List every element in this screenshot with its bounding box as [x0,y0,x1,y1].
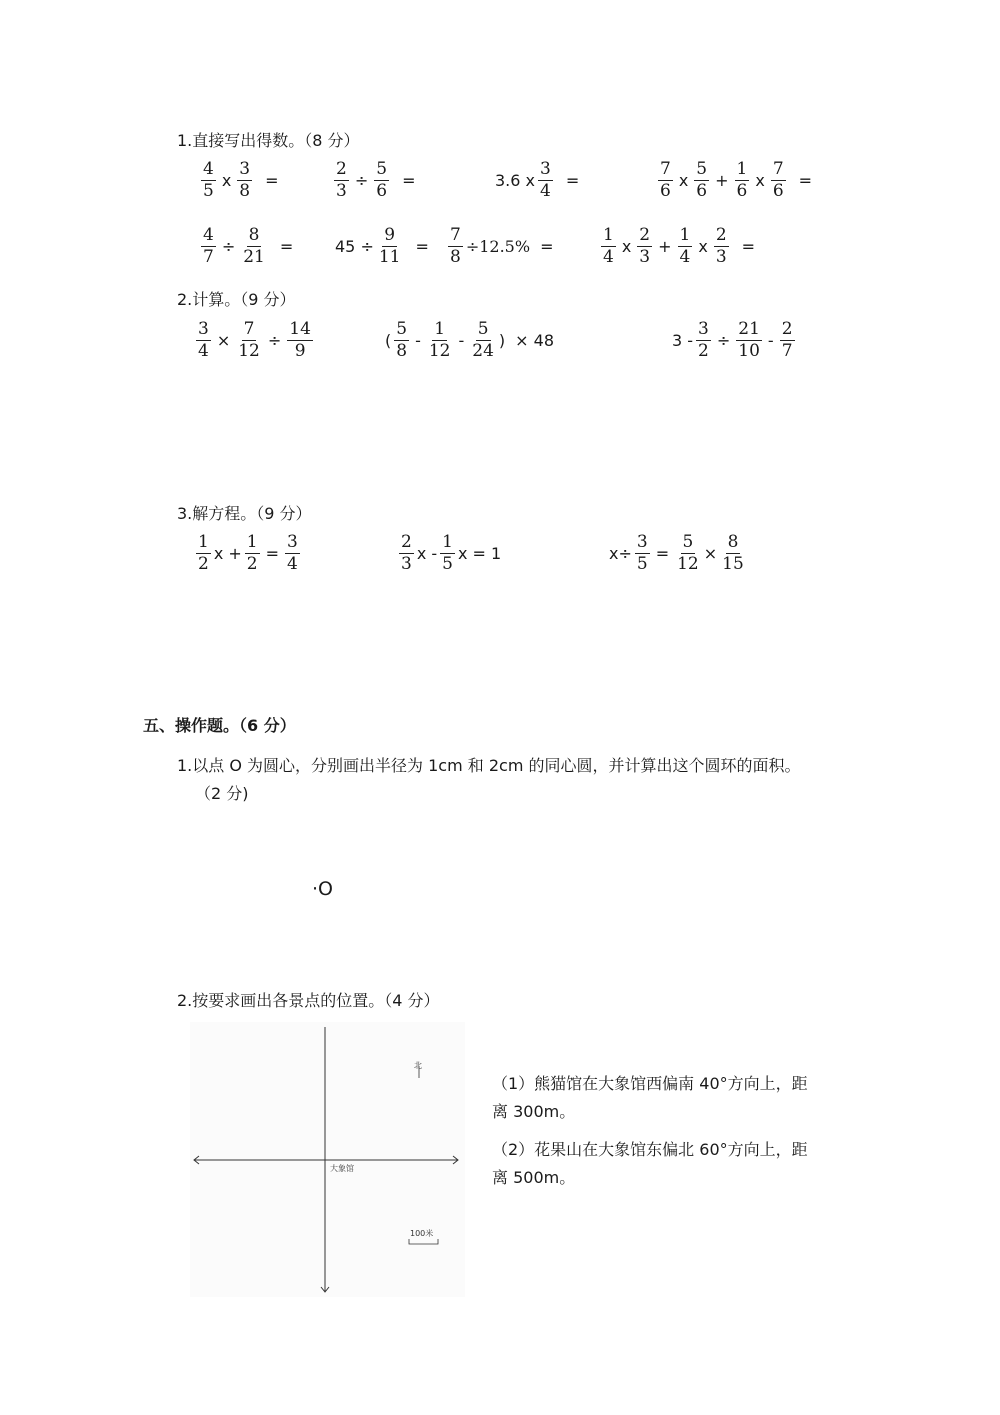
calc-expression: $\frac{1}{4}$ x $\frac{2}{3}$ + $\frac{1}{4}$ x $\frac{2}{3}$ = [603,224,756,267]
part1-heading: 1.直接写出得数。（8 分） [177,131,360,150]
compass-diagram [190,1022,465,1297]
north-label: 北 [414,1061,422,1070]
equation: $\frac{1}{2}$ x + $\frac{1}{2}$ = $\frac{3}{4}$ [198,531,298,574]
section5-title: 五、操作题。（6 分） [143,716,296,735]
scale-label: 100米 [410,1229,434,1238]
equation: $\frac{2}{3}$ x - $\frac{1}{5}$ x = 1 [401,531,502,574]
q1-text-line2: （2 分) [195,784,249,803]
calc-expression: 3 - $\frac{3}{2}$ ÷ $\frac{21}{10}$ - $\frac{2}{7}$ [672,318,793,361]
q2-item2-line1: （2）花果山在大象馆东偏北 60°方向上，距 [492,1140,808,1159]
center-label: 大象馆 [330,1164,354,1173]
q2-item1-line1: （1）熊猫馆在大象馆西偏南 40°方向上，距 [492,1074,808,1093]
q2-item1-line2: 离 300m。 [492,1102,576,1121]
calc-expression: ( $\frac{5}{8}$ - $\frac{1}{12}$ - $\frac{5}{24}$ ) × 48 [385,318,555,361]
compass-axes [190,1022,465,1297]
equation: x÷ $\frac{3}{5}$ = $\frac{5}{12}$ × $\frac{8}{15}$ [609,531,744,574]
calc-expression: $\frac{2}{3}$ ÷ $\frac{5}{6}$ = [336,158,416,201]
part3-heading: 3.解方程。（9 分） [177,504,312,523]
calc-expression: $\frac{4}{5}$ x $\frac{3}{8}$ = [203,158,279,201]
q2-heading: 2.按要求画出各景点的位置。（4 分） [177,991,440,1010]
q1-text-line1: 1.以点 O 为圆心，分别画出半径为 1cm 和 2cm 的同心圆，并计算出这个圆环的面积。 [177,756,801,775]
calc-expression: 45 ÷ $\frac{9}{11}$ = [335,224,429,267]
calc-expression: 3.6 x $\frac{3}{4}$ = [495,158,580,201]
calc-expression: $\frac{7}{8}$ ÷12.5% = [450,224,554,267]
calc-expression: $\frac{7}{6}$ x $\frac{5}{6}$ + $\frac{1}{6}$ x $\frac{7}{6}$ = [660,158,813,201]
part2-heading: 2.计算。（9 分） [177,290,296,309]
point-o-label: ·O [312,878,333,900]
calc-expression: $\frac{3}{4}$ × $\frac{7}{12}$ ÷ $\frac{14}{9}$ [198,318,311,361]
q2-item2-line2: 离 500m。 [492,1168,576,1187]
calc-expression: $\frac{4}{7}$ ÷ $\frac{8}{21}$ = [203,224,294,267]
